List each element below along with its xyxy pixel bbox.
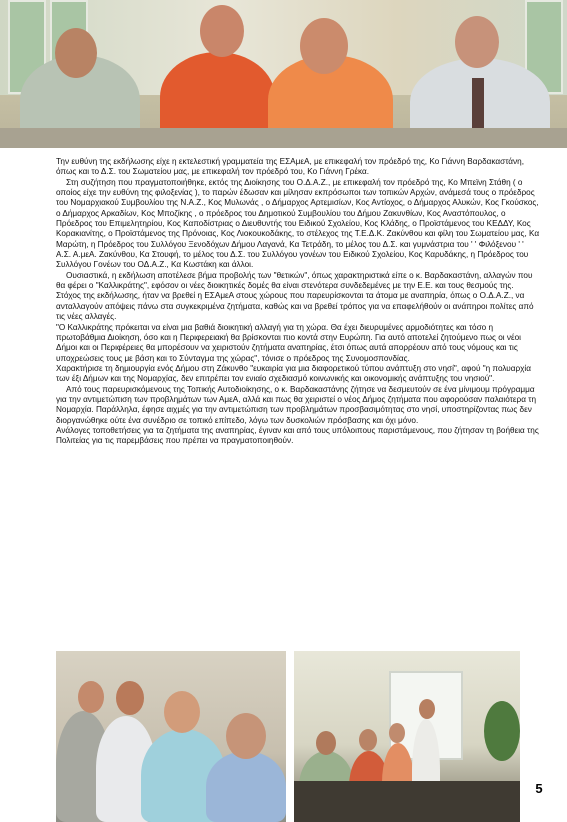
bottom-left-photo-audience — [56, 651, 286, 822]
article-body — [56, 157, 540, 447]
page-number: 5 — [528, 778, 550, 800]
paragraph-1: Την ευθύνη της εκδήλωσης είχε η εκτελεστική γραμματεία της ΕΣΑμεΑ, με επικεφαλή τον πρόεδρό της, Κο Γιάννη Βαρδακαστάνη, όπως και το Δ.Σ. του Σωματείου μας, με επικεφαλή τον πρόεδρό του, Κο Γιάννη Γρέκα. — [56, 157, 524, 177]
top-photo-panel-speakers — [0, 0, 567, 148]
paragraph-4: Στόχος της εκδήλωσης, ήταν να βρεθεί η ΕΣΑμεΑ στους χώρους που παρευρίσκονται τα άτομα με αναπηρία, όπως ο Ο.Δ.Α.Ζ., να ανταλλαγούν απόψεις πάνω στα συγκεκριμένα ζητήματα, καθώς και να βρεθεί τρόπος για να επαφελήθούν οι ανάπηροι πολίτες από τις νέες αλλαγές. — [56, 291, 534, 322]
paragraph-3: Ουσιαστικά, η εκδήλωση αποτέλεσε βήμα προβολής των "θετικών", όπως χαρακτηριστικά είπε ο κ. Βαρδακαστάνη, αλλαγών που θα φέρει ο "Καλλικράτης", εφόσον οι νέες διοικητικές δομές θα είναι στενότερα συνδεδεμένες με την Ε.Ε. και τους θεσμούς της. — [56, 270, 533, 291]
bottom-right-photo-room — [294, 651, 520, 822]
paragraph-7: Από τους παρευρισκόμενους της Τοπικής Αυτοδιοίκησης, ο κ. Βαρδακαστάνης ζήτησε να δεσμευτούν σε ένα μίνιμουμ πρόγραμμα για την αντιμετώπιση των προβλημάτων των ΑμεΑ, αλλά και πως θα χειριστεί ο νέος Δήμος ζητήματα που αφορούσαν παλαιότερα τη Νομαρχία. Παράλληλα, έφησε αιχμές για την αντιμετώπιση των προβλημάτων προσβασιμότητας στο νησί, υποστηρίζοντας πως δεν διοργανώθηκε ούτε ένα συνέδριο σε τοπικό επίπεδο, λόγω των δυσκολιών πρόσβασης και όχι μόνο. — [56, 384, 536, 425]
paragraph-8: Ανάλογες τοποθετήσεις για τα ζητήματα της αναπηρίας, έγιναν και από τους υπόλοιπους παριστάμενους, που ζήτησαν τη βοήθεια της Πολιτείας για τις παρεμβάσεις που πρέπει να πραγματοποιηθούν. — [56, 425, 539, 446]
paragraph-5: "Ο Καλλικράτης πρόκειται να είναι μια βαθιά διοικητική αλλαγή για τη χώρα. Θα έχει διευρυμένες αρμοδιότητες και τόσο η πρωτοβάθμια Διοίκηση, όσο και η Περιφερειακή θα βρίσκονται πιο κοντά στην Ευρώπη. Για αυτό αποτελεί ζητούμενο πως οι νέοι Δήμοι και οι Περιφέρειες θα μπορέσουν να χειριστούν ζητήματα αναπηρίας, έτσι όπως αυτά απορρέουν από τους νόμους και τις υποχρεώσεις τους με βάση και το Σύνταγμα της χώρας", τόνισε ο πρόεδρος της Συνομοσπονδίας. — [56, 322, 522, 363]
paragraph-2: Στη συζήτηση που πραγματοποιήθηκε, εκτός της Διοίκησης του Ο.Δ.Α.Ζ., με επικεφαλή τον πρόεδρό της, Κο Μπεϊνη Στάθη ( ο οποίος είχε την ευθύνη της φιλοξενίας ), το παρών έδωσαν και μίλησαν εκπρόσωποι των τοπικών Αρχών, ανάμεσά τους ο πρόεδρος του Νομαρχιακού Συμβουλίου της Ν.Α.Ζ., Κος Μυλωνάς , ο Δήμαρχος Αρτεμισίων, Κος Αντίοχος, ο Δήμαρχος Αλυκών, Κος Γκούσκος, ο Δήμαρχος Αρκαδίων, Κος Μποζίκης , ο πρόεδρος του Δημοτικού Συμβουλίου του Δήμου Ζακυνθίων, Κος Αναστόπουλος, ο Πρόεδρος του Επιμελητηρίου, Κος Καποδίστριας ο Διευθυντής του Ειδικού Σχολείου, Κος Κλάδης, ο Προϊστάμενος του ΚΕΔΔΥ, Κος Κορακιανίτης, ο Προϊστάμενος της Πρόνοιας, Κος Λιοκουκοδάκης, το στέλεχος της Τ.Ε.Δ.Κ. Ζακύνθου και φίλη του Σωματείου μας, Κα Μαρώτη, η Πρόεδρος του Συλλόγου Ξενοδόχων Δήμου Λαγανά, Κα Τετράδη, το μέλος του Δ.Σ. και γυμνάστρια του ' ' Φιλόξενου ' ' Α.Σ. Α.μεΑ. Ζακύνθου, Κα Στουφή, το μέλος του Δ.Σ. του Συλλόγου γονέων του Ειδικού Σχολείου, Κος Καρυδάκης, η Πρόεδρος του Συλλόγου Γονέων του ΟΔ.Α.Ζ., Κα Κωστάκη και άλλοι. — [56, 177, 540, 270]
paragraph-6: Χαρακτήρισε τη δημιουργία ενός Δήμου στη Ζάκυνθο "ευκαιρία για μια διαφορετικού τύπου ανάπτυξη στο νησί", αφού "η πολυαρχία των έξι Δήμων και της Νομαρχίας, δεν επιτρέπει τον ενιαίο σχεδιασμό κοινωνικής και οικονομικής ανάπτυξης του νησιού". — [56, 363, 531, 384]
